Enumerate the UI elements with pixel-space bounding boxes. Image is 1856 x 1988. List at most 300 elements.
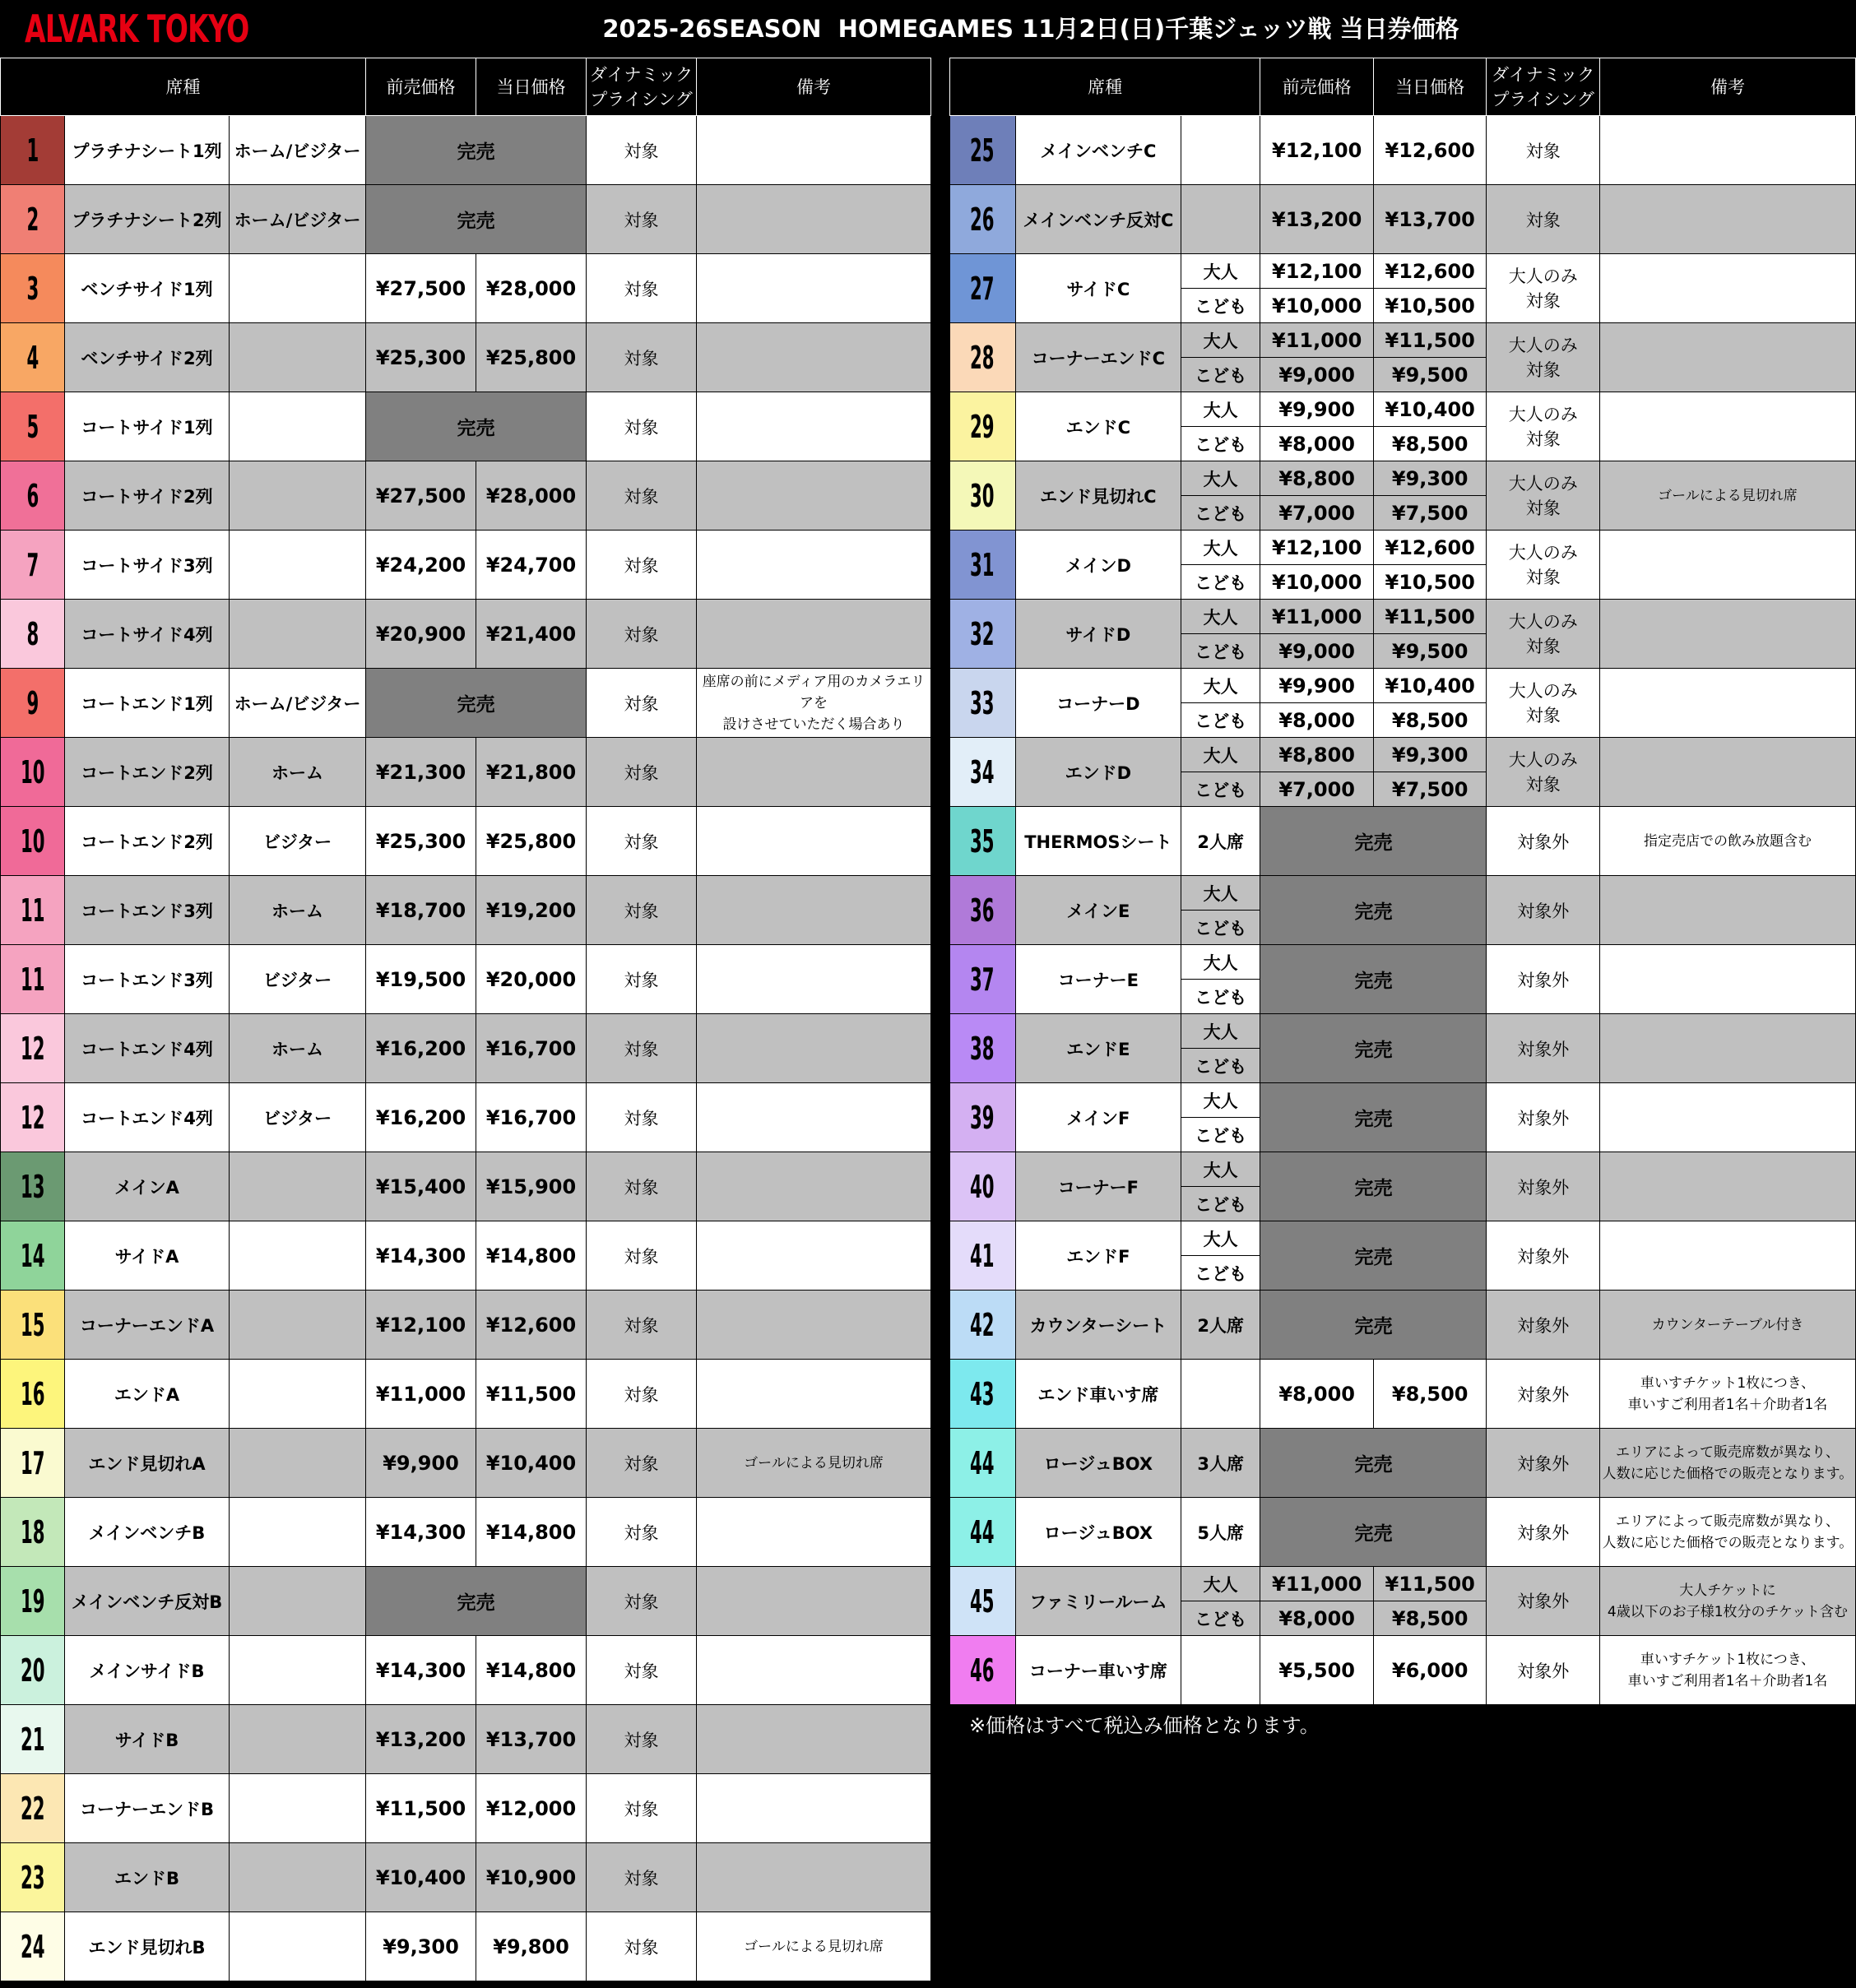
- presale-price: ¥8,800: [1260, 461, 1374, 496]
- presale-price: ¥11,000: [1260, 323, 1374, 358]
- sold-out-label: 完売: [1260, 1083, 1487, 1152]
- remark: [1599, 738, 1855, 807]
- table-row: [941, 1152, 1856, 1187]
- dynamic-pricing: 対象: [587, 116, 697, 185]
- remark: [697, 185, 931, 254]
- seat-number: 9: [26, 684, 39, 721]
- remark: [697, 1843, 931, 1912]
- remark: [697, 876, 931, 945]
- header-seat: 席種: [1, 58, 366, 116]
- sameday-price: ¥20,000: [476, 945, 587, 1014]
- table-row: [1, 1221, 931, 1291]
- table-row: [941, 600, 1856, 634]
- seat-number-badge: [949, 461, 1015, 531]
- table-row: [941, 461, 1856, 496]
- table-row: [1, 1152, 931, 1221]
- sameday-price: ¥10,400: [1373, 669, 1487, 703]
- sold-out-label: 完売: [1260, 807, 1487, 876]
- seat-number-badge: [949, 185, 1015, 254]
- seat-number: 6: [26, 477, 39, 514]
- ticket-type: ホーム/ビジター: [230, 116, 366, 185]
- presale-price: ¥11,000: [366, 1360, 476, 1429]
- seat-number: 15: [20, 1306, 45, 1343]
- seat-name: ベンチサイド1列: [65, 254, 230, 323]
- remark: [697, 323, 931, 392]
- header-sameday: 当日価格: [476, 58, 587, 116]
- ticket-type: こども: [1181, 1049, 1260, 1083]
- sameday-price: ¥28,000: [476, 254, 587, 323]
- ticket-type: こども: [1181, 1187, 1260, 1221]
- tax-footnote: ※価格はすべて税込み価格となります。: [969, 1714, 1320, 1737]
- table-row: [1, 531, 931, 600]
- remark: [697, 116, 931, 185]
- seat-number: 39: [970, 1099, 995, 1136]
- table-row: [1, 1774, 931, 1843]
- seat-number: 35: [970, 823, 995, 860]
- ticket-type: [230, 323, 366, 392]
- seat-name: コートサイド4列: [65, 600, 230, 669]
- seat-number: 45: [970, 1583, 995, 1620]
- presale-price: ¥9,300: [366, 1912, 476, 1981]
- sameday-price: ¥8,500: [1373, 1360, 1487, 1429]
- sold-out-label: 完売: [366, 116, 587, 185]
- seat-number: 25: [970, 132, 995, 169]
- seat-name: コーナーF: [1015, 1152, 1181, 1221]
- row-spacer: [941, 669, 949, 738]
- dynamic-pricing: 対象外: [1487, 1498, 1600, 1567]
- remark: [697, 1636, 931, 1705]
- presale-price: ¥9,900: [366, 1429, 476, 1498]
- ticket-type: ビジター: [230, 1083, 366, 1152]
- presale-price: ¥13,200: [1260, 185, 1374, 254]
- ticket-type: [230, 1843, 366, 1912]
- ticket-type: 大人: [1181, 1014, 1260, 1049]
- ticket-type: 大人: [1181, 738, 1260, 772]
- remark: [697, 600, 931, 669]
- header-note: 備考: [1599, 58, 1855, 116]
- table-row: [1, 1567, 931, 1636]
- ticket-type: 大人: [1181, 1221, 1260, 1256]
- seat-number-badge: [949, 1221, 1015, 1291]
- seat-number: 43: [970, 1375, 995, 1412]
- dynamic-pricing: 対象外: [1487, 1636, 1600, 1705]
- table-row: [941, 1360, 1856, 1429]
- ticket-type: [1181, 1360, 1260, 1429]
- seat-name: プラチナシート2列: [65, 185, 230, 254]
- page-title: 2025-26SEASON HOMEGAMES 11月2日(日)千葉ジェッツ戦 当日券価格: [602, 15, 1459, 43]
- row-spacer: [941, 1567, 949, 1636]
- sold-out-label: 完売: [366, 669, 587, 738]
- sold-out-label: 完売: [1260, 1014, 1487, 1083]
- sameday-price: ¥8,500: [1373, 427, 1487, 461]
- table-row: [1, 323, 931, 392]
- remark: [1599, 1152, 1855, 1221]
- seat-number-badge: [949, 323, 1015, 392]
- sameday-price: ¥10,500: [1373, 289, 1487, 323]
- row-spacer: [941, 1152, 949, 1221]
- seat-name: メインD: [1015, 531, 1181, 600]
- seat-number: 34: [970, 753, 995, 790]
- ticket-type: 大人: [1181, 945, 1260, 980]
- seat-number-badge: [949, 1567, 1015, 1636]
- row-spacer: [941, 1014, 949, 1083]
- remark: ゴールによる見切れ席: [1599, 461, 1855, 531]
- seat-number: 28: [970, 339, 995, 376]
- row-spacer: [941, 323, 949, 392]
- seat-name: メインA: [65, 1152, 230, 1221]
- ticket-type: [230, 1360, 366, 1429]
- remark: [1599, 1083, 1855, 1152]
- alvark-tokyo-logo: ALVARK TOKYO: [25, 7, 249, 51]
- ticket-type: ホーム: [230, 1014, 366, 1083]
- sameday-price: ¥11,500: [476, 1360, 587, 1429]
- seat-number: 36: [970, 892, 995, 929]
- dynamic-pricing: 対象: [587, 1843, 697, 1912]
- dynamic-pricing: 対象: [1487, 185, 1600, 254]
- sameday-price: ¥28,000: [476, 461, 587, 531]
- seat-name: コートエンド4列: [65, 1014, 230, 1083]
- seat-number: 12: [20, 1099, 45, 1136]
- presale-price: ¥12,100: [1260, 531, 1374, 565]
- dynamic-pricing: 対象外: [1487, 1083, 1600, 1152]
- presale-price: ¥11,000: [1260, 600, 1374, 634]
- seat-number-badge: [949, 876, 1015, 945]
- sameday-price: ¥10,400: [1373, 392, 1487, 427]
- remark: [697, 392, 931, 461]
- dynamic-pricing: 対象: [587, 669, 697, 738]
- row-spacer: [941, 945, 949, 1014]
- seat-name: コートサイド1列: [65, 392, 230, 461]
- table-row: [1, 945, 931, 1014]
- seat-number-badge: [1, 1498, 65, 1567]
- sold-out-label: 完売: [366, 392, 587, 461]
- remark: [697, 1221, 931, 1291]
- seat-number: 13: [20, 1168, 45, 1205]
- seat-name: コートエンド2列: [65, 807, 230, 876]
- seat-number: 17: [20, 1444, 45, 1481]
- sameday-price: ¥12,000: [476, 1774, 587, 1843]
- table-row: [1, 600, 931, 669]
- header-seat: 席種: [949, 58, 1260, 116]
- row-spacer: [941, 807, 949, 876]
- remark: [697, 1083, 931, 1152]
- left-price-panel: [0, 58, 930, 1981]
- seat-number: 33: [970, 684, 995, 721]
- ticket-type: 5人席: [1181, 1498, 1260, 1567]
- dynamic-pricing: 対象: [587, 1291, 697, 1360]
- ticket-type: こども: [1181, 565, 1260, 600]
- ticket-type: [230, 1291, 366, 1360]
- presale-price: ¥8,800: [1260, 738, 1374, 772]
- seat-number: 29: [970, 408, 995, 445]
- ticket-type: こども: [1181, 772, 1260, 807]
- remark: [1599, 323, 1855, 392]
- remark: [1599, 254, 1855, 323]
- sameday-price: ¥25,800: [476, 323, 587, 392]
- seat-name: コートエンド3列: [65, 945, 230, 1014]
- seat-number: 19: [20, 1583, 45, 1620]
- dynamic-pricing: 対象: [587, 392, 697, 461]
- remark: [1599, 1014, 1855, 1083]
- remark: [1599, 116, 1855, 185]
- seat-name: メインベンチB: [65, 1498, 230, 1567]
- dynamic-pricing: 対象: [587, 600, 697, 669]
- row-spacer: [941, 531, 949, 600]
- ticket-type: 大人: [1181, 392, 1260, 427]
- seat-name: コーナーエンドA: [65, 1291, 230, 1360]
- presale-price: ¥20,900: [366, 600, 476, 669]
- table-row: [941, 1498, 1856, 1567]
- dynamic-pricing: 対象: [587, 1083, 697, 1152]
- ticket-type: こども: [1181, 427, 1260, 461]
- remark: [697, 1705, 931, 1774]
- seat-name: メインサイドB: [65, 1636, 230, 1705]
- remark: 指定売店での飲み放題含む: [1599, 807, 1855, 876]
- table-row: [1, 254, 931, 323]
- sameday-price: ¥7,500: [1373, 496, 1487, 531]
- presale-price: ¥11,500: [366, 1774, 476, 1843]
- seat-name: コートエンド4列: [65, 1083, 230, 1152]
- remark: [697, 945, 931, 1014]
- seat-number-badge: [1, 1774, 65, 1843]
- ticket-type: 大人: [1181, 1083, 1260, 1118]
- ticket-type: [230, 254, 366, 323]
- seat-number: 30: [970, 477, 995, 514]
- row-spacer: [941, 1291, 949, 1360]
- dynamic-pricing: 対象: [1487, 116, 1600, 185]
- remark: [1599, 600, 1855, 669]
- ticket-type: 大人: [1181, 531, 1260, 565]
- table-row: [941, 1567, 1856, 1601]
- seat-number: 3: [26, 270, 39, 307]
- dynamic-pricing: 大人のみ 対象: [1487, 392, 1600, 461]
- sameday-price: ¥8,500: [1373, 1601, 1487, 1636]
- ticket-type: ビジター: [230, 945, 366, 1014]
- sameday-price: ¥14,800: [476, 1498, 587, 1567]
- seat-name: コーナーE: [1015, 945, 1181, 1014]
- sameday-price: ¥9,300: [1373, 738, 1487, 772]
- seat-number: 2: [26, 201, 39, 238]
- dynamic-pricing: 対象外: [1487, 1014, 1600, 1083]
- seat-number: 14: [20, 1237, 45, 1274]
- presale-price: ¥9,900: [1260, 669, 1374, 703]
- sold-out-label: 完売: [366, 185, 587, 254]
- presale-price: ¥25,300: [366, 323, 476, 392]
- seat-number-badge: [1, 1429, 65, 1498]
- remark: ゴールによる見切れ席: [697, 1429, 931, 1498]
- table-row: [1, 1291, 931, 1360]
- table-row: [941, 254, 1856, 289]
- seat-number-badge: [1, 1843, 65, 1912]
- sameday-price: ¥15,900: [476, 1152, 587, 1221]
- dynamic-pricing: 対象: [587, 1360, 697, 1429]
- dynamic-pricing: 対象: [587, 1912, 697, 1981]
- seat-number-badge: [949, 1014, 1015, 1083]
- seat-number-badge: [1, 323, 65, 392]
- seat-number: 8: [26, 615, 39, 652]
- remark: [1599, 876, 1855, 945]
- seat-name: エンドA: [65, 1360, 230, 1429]
- remark: [697, 807, 931, 876]
- sold-out-label: 完売: [1260, 945, 1487, 1014]
- ticket-type: 大人: [1181, 1567, 1260, 1601]
- seat-number: 46: [970, 1652, 995, 1689]
- remark: ゴールによる見切れ席: [697, 1912, 931, 1981]
- dynamic-pricing: 対象: [587, 1498, 697, 1567]
- ticket-type: こども: [1181, 634, 1260, 669]
- seat-number-badge: [949, 1083, 1015, 1152]
- dynamic-pricing: 対象: [587, 1567, 697, 1636]
- dynamic-pricing: 対象外: [1487, 1221, 1600, 1291]
- seat-number-badge: [1, 1291, 65, 1360]
- sameday-price: ¥21,400: [476, 600, 587, 669]
- seat-name: コーナーエンドB: [65, 1774, 230, 1843]
- ticket-type: ホーム: [230, 738, 366, 807]
- remark: [1599, 392, 1855, 461]
- seat-name: エンド見切れA: [65, 1429, 230, 1498]
- seat-name: THERMOSシート: [1015, 807, 1181, 876]
- seat-name: プラチナシート1列: [65, 116, 230, 185]
- remark: [697, 738, 931, 807]
- table-row: [1, 1498, 931, 1567]
- seat-number-badge: [949, 1152, 1015, 1221]
- presale-price: ¥16,200: [366, 1083, 476, 1152]
- presale-price: ¥9,000: [1260, 634, 1374, 669]
- table-row: [1, 1083, 931, 1152]
- sameday-price: ¥12,600: [1373, 531, 1487, 565]
- seat-name: エンド見切れB: [65, 1912, 230, 1981]
- sameday-price: ¥11,500: [1373, 323, 1487, 358]
- presale-price: ¥13,200: [366, 1705, 476, 1774]
- remark: [697, 1498, 931, 1567]
- sameday-price: ¥10,400: [476, 1429, 587, 1498]
- row-spacer: [941, 876, 949, 945]
- seat-number: 18: [20, 1513, 45, 1550]
- header-dynamic: ダイナミック プライシング: [1487, 58, 1600, 116]
- sameday-price: ¥10,500: [1373, 565, 1487, 600]
- table-row: [1, 1429, 931, 1498]
- sold-out-label: 完売: [1260, 876, 1487, 945]
- dynamic-pricing: 対象外: [1487, 1360, 1600, 1429]
- seat-number-badge: [1, 1360, 65, 1429]
- seat-name: コートサイド2列: [65, 461, 230, 531]
- dynamic-pricing: 対象: [587, 876, 697, 945]
- remark: [697, 1774, 931, 1843]
- remark: [697, 461, 931, 531]
- presale-price: ¥14,300: [366, 1221, 476, 1291]
- ticket-type: こども: [1181, 1256, 1260, 1291]
- presale-price: ¥10,400: [366, 1843, 476, 1912]
- ticket-type: 3人席: [1181, 1429, 1260, 1498]
- seat-number: 20: [20, 1652, 45, 1689]
- dynamic-pricing: 大人のみ 対象: [1487, 461, 1600, 531]
- presale-price: ¥18,700: [366, 876, 476, 945]
- table-row: [941, 1429, 1856, 1498]
- ticket-type: [230, 531, 366, 600]
- presale-price: ¥25,300: [366, 807, 476, 876]
- seat-name: ロージュBOX: [1015, 1429, 1181, 1498]
- table-row: [1, 1360, 931, 1429]
- seat-name: コートエンド1列: [65, 669, 230, 738]
- table-row: [1, 1912, 931, 1981]
- seat-name: メインベンチ反対B: [65, 1567, 230, 1636]
- row-spacer: [941, 1429, 949, 1498]
- seat-name: エンドC: [1015, 392, 1181, 461]
- sameday-price: ¥25,800: [476, 807, 587, 876]
- presale-price: ¥14,300: [366, 1498, 476, 1567]
- sold-out-label: 完売: [1260, 1152, 1487, 1221]
- remark: [1599, 531, 1855, 600]
- seat-number-badge: [949, 1360, 1015, 1429]
- table-row: [1, 1843, 931, 1912]
- sameday-price: ¥9,500: [1373, 358, 1487, 392]
- remark: 大人チケットに 4歳以下のお子様1枚分のチケット含む: [1599, 1567, 1855, 1636]
- seat-number: 31: [970, 546, 995, 583]
- ticket-type: [1181, 185, 1260, 254]
- seat-name: メインF: [1015, 1083, 1181, 1152]
- seat-number-badge: [1, 1152, 65, 1221]
- seat-number: 26: [970, 201, 995, 238]
- seat-name: サイドB: [65, 1705, 230, 1774]
- table-row: [1, 392, 931, 461]
- seat-number: 44: [970, 1513, 995, 1550]
- presale-price: ¥27,500: [366, 254, 476, 323]
- dynamic-pricing: 対象: [587, 323, 697, 392]
- seat-number-badge: [949, 392, 1015, 461]
- ticket-type: こども: [1181, 1601, 1260, 1636]
- row-spacer: [941, 1221, 949, 1291]
- ticket-type: 大人: [1181, 254, 1260, 289]
- sold-out-label: 完売: [1260, 1429, 1487, 1498]
- dynamic-pricing: 対象: [587, 1705, 697, 1774]
- sold-out-label: 完売: [1260, 1221, 1487, 1291]
- sameday-price: ¥16,700: [476, 1083, 587, 1152]
- seat-name: サイドC: [1015, 254, 1181, 323]
- ticket-type: 大人: [1181, 323, 1260, 358]
- dynamic-pricing: 対象: [587, 531, 697, 600]
- seat-number: 44: [970, 1444, 995, 1481]
- seat-number: 32: [970, 615, 995, 652]
- dynamic-pricing: 対象: [587, 1636, 697, 1705]
- table-row: [941, 669, 1856, 703]
- seat-name: エンドB: [65, 1843, 230, 1912]
- dynamic-pricing: 対象外: [1487, 1152, 1600, 1221]
- header-bar: [0, 0, 1856, 58]
- seat-number: 42: [970, 1306, 995, 1343]
- ticket-type: 大人: [1181, 461, 1260, 496]
- sameday-price: ¥9,500: [1373, 634, 1487, 669]
- table-row: [941, 945, 1856, 980]
- seat-number-badge: [1, 1567, 65, 1636]
- presale-price: ¥9,000: [1260, 358, 1374, 392]
- dynamic-pricing: 対象: [587, 254, 697, 323]
- presale-price: ¥8,000: [1260, 427, 1374, 461]
- sameday-price: ¥7,500: [1373, 772, 1487, 807]
- seat-number-badge: [949, 807, 1015, 876]
- sameday-price: ¥13,700: [1373, 185, 1487, 254]
- seat-number-badge: [1, 1221, 65, 1291]
- ticket-type: 大人: [1181, 876, 1260, 911]
- table-row: [941, 392, 1856, 427]
- dynamic-pricing: 対象: [587, 1014, 697, 1083]
- ticket-type: [230, 1774, 366, 1843]
- dynamic-pricing: 対象: [587, 185, 697, 254]
- remark: [1599, 185, 1855, 254]
- sameday-price: ¥12,600: [476, 1291, 587, 1360]
- seat-number: 41: [970, 1237, 995, 1274]
- seat-number-badge: [1, 1705, 65, 1774]
- remark: [697, 531, 931, 600]
